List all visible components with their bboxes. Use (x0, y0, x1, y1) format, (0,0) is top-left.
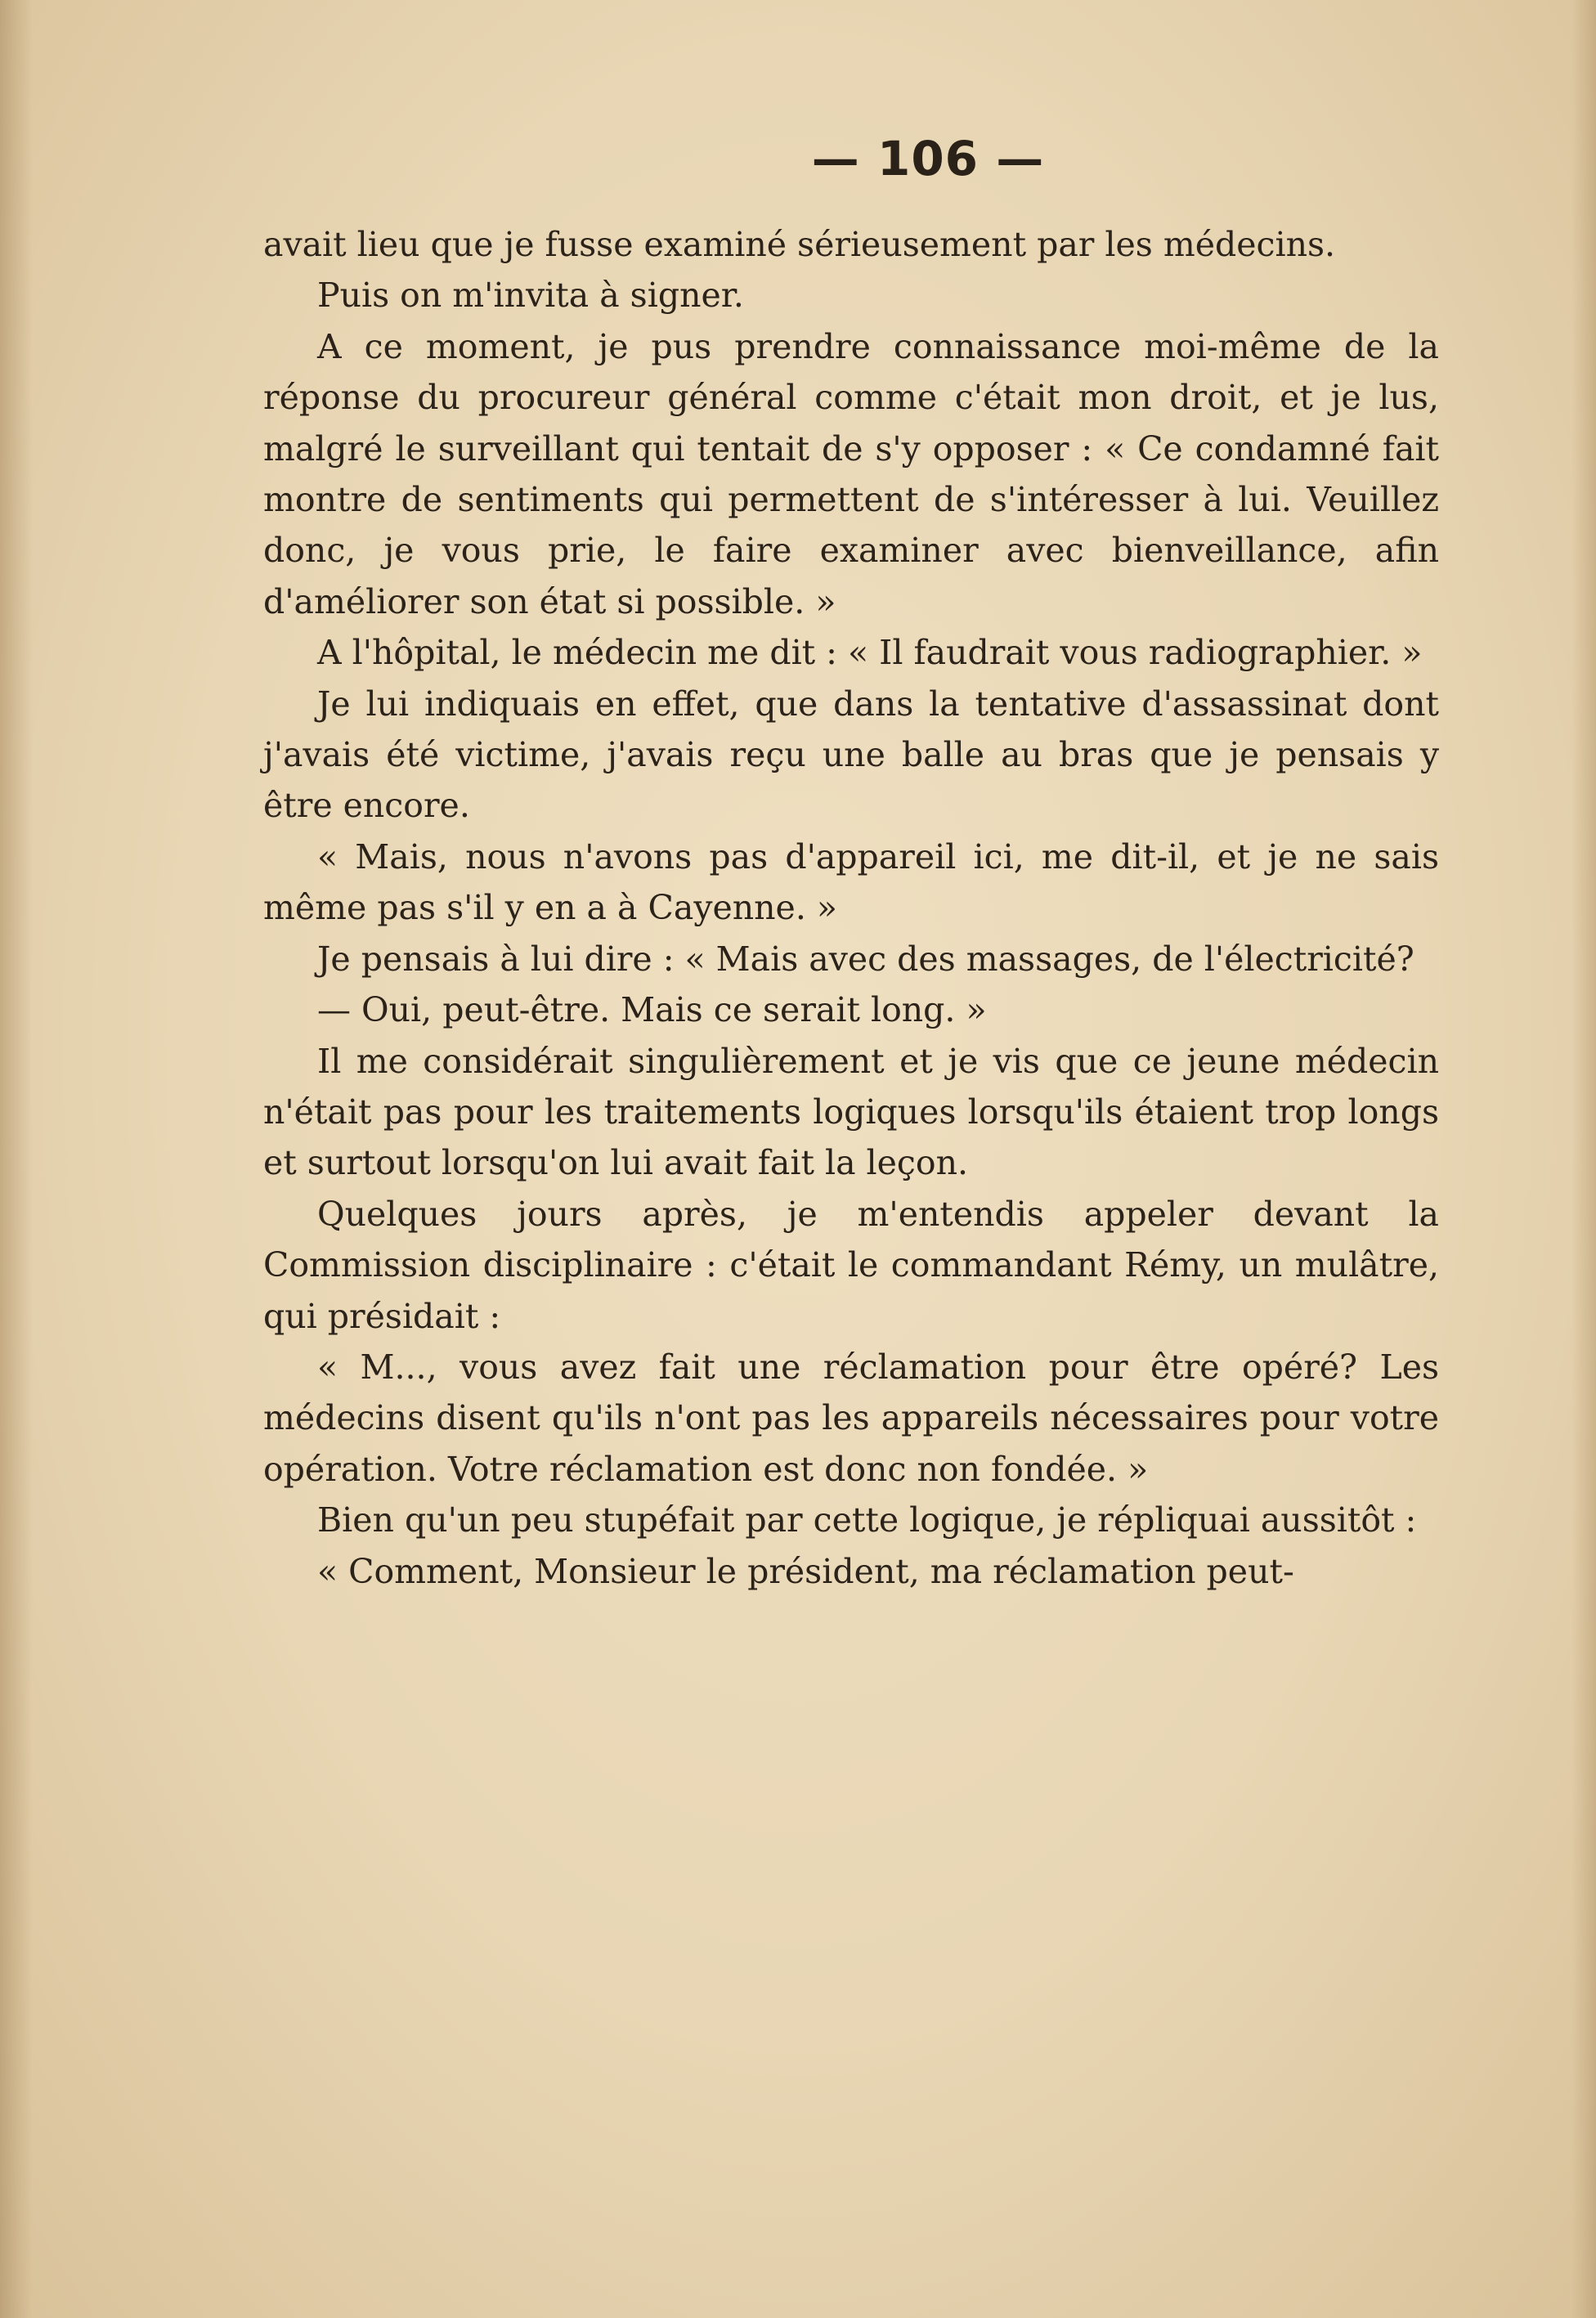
paragraph-10: Quelques jours après, je m'entendis appeler devant la Commission disciplinaire : c'était le commandant Rémy, un mulâtre, qui présidait : (263, 1194, 1439, 1336)
body-text (263, 219, 1439, 1597)
paragraph-1: avait lieu que je fusse examiné sérieusement par les médecins. (263, 225, 1336, 264)
paragraph-12: Bien qu'un peu stupéfait par cette logique, je répliquai aussitôt : (317, 1500, 1417, 1540)
paragraph-4: A l'hôpital, le médecin me dit : « Il faudrait vous radiographier. » (317, 633, 1423, 673)
paragraph-6: « Mais, nous n'avons pas d'appareil ici, me dit-il, et je ne sais même pas s'il y en a à Cayenne. » (263, 836, 1439, 928)
paragraph-2: Puis on m'invita à signer. (317, 276, 744, 316)
paragraph-8: — Oui, peut-être. Mais ce serait long. » (317, 990, 987, 1030)
paragraph-5: Je lui indiquais en effet, que dans la tentative d'assassinat dont j'avais été victime, j'avais reçu une balle au bras que je pensais y être encore. (263, 684, 1439, 826)
page-number: — 106 — (811, 131, 1045, 186)
paragraph-11: « M..., vous avez fait une réclamation pour être opéré? Les médecins disent qu'ils n'ont pas les appareils nécessaires pour votre opération. Votre réclamation est donc non fondée. » (263, 1347, 1439, 1489)
paragraph-3: A ce moment, je pus prendre connaissance moi-même de la réponse du procureur général comme c'était mon droit, et je lus, malgré le surveillant qui tentait de s'y opposer : « Ce condamné fait montre de sentiments qui permettent de s'intéresser à lui. Veuillez donc, je vous prie, le faire examiner avec bienveillance, afin d'améliorer son état si possible. » (263, 326, 1439, 621)
paragraph-13: « Comment, Monsieur le président, ma réclamation peut- (317, 1551, 1294, 1591)
paragraph-9: Il me considérait singulièrement et je vis que ce jeune médecin n'était pas pour les traitements logiques lorsqu'ils étaient trop longs et surtout lorsqu'on lui avait fait la leçon. (263, 1041, 1439, 1183)
paragraph-7: Je pensais à lui dire : « Mais avec des massages, de l'électricité? (317, 939, 1414, 979)
